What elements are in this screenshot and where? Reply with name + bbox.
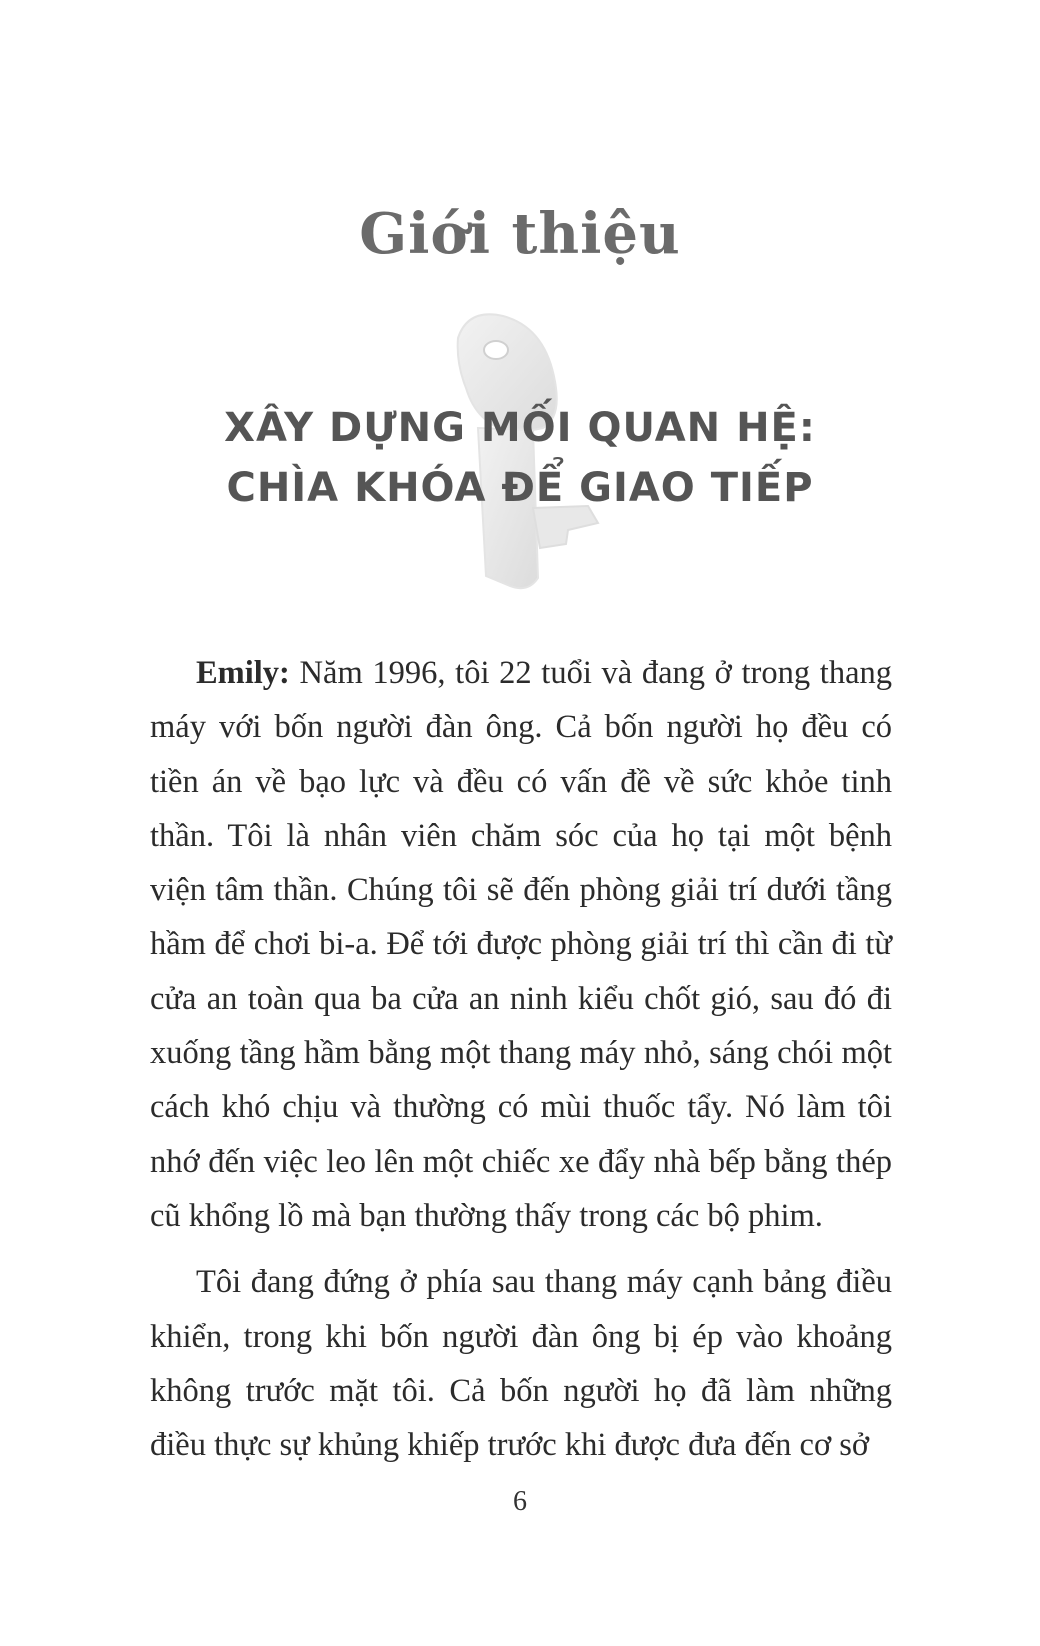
paragraph-1-text: Năm 1996, tôi 22 tuổi và đang ở trong thang máy với bốn người đàn ông. Cả bốn người họ đều có tiền án về bạo lực và đều có vấn đề về sức khỏe tinh thần. Tôi là nhân viên chăm sóc của họ tại một bệnh viện tâm thần. Chúng tôi sẽ đến phòng giải trí dưới tầng hầm để chơi bi-a. Để tới được phòng giải trí thì cần đi từ cửa an toàn qua ba cửa an ninh kiểu chốt gió, sau đó đi xuống tầng hầm bằng một thang máy nhỏ, sáng chói một cách khó chịu và thường có mùi thuốc tẩy. Nó làm tôi nhớ đến việc leo lên một chiếc xe đẩy nhà bếp bằng thép cũ khổng lồ mà bạn thường thấy trong các bộ phim. xyxy=(150,655,892,1234)
speaker-name: Emily: xyxy=(196,655,290,691)
chapter-title: Giới thiệu xyxy=(359,201,681,267)
chapter-subtitle xyxy=(0,398,1040,518)
paragraph-1 xyxy=(150,646,892,1243)
subtitle-line-2: CHÌA KHÓA ĐỂ GIAO TIẾP xyxy=(226,465,814,511)
body-text xyxy=(150,646,892,1484)
paragraph-2: Tôi đang đứng ở phía sau thang máy cạnh bảng điều khiển, trong khi bốn người đàn ông bị ép vào khoảng không trước mặt tôi. Cả bốn người họ đã làm những điều thực sự khủng khiếp trước khi được đưa đến cơ sở xyxy=(150,1264,892,1464)
page-number: 6 xyxy=(513,1486,527,1517)
subtitle-line-1: XÂY DỰNG MỐI QUAN HỆ: xyxy=(224,405,816,451)
